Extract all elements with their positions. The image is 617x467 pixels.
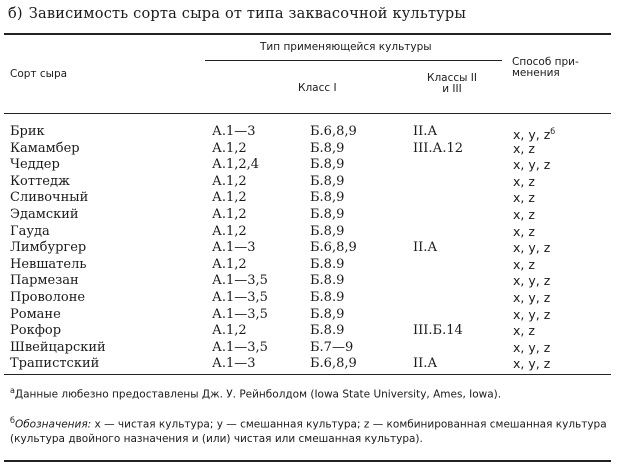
header-class23-line1: Классы II <box>427 72 477 84</box>
header-method-line1: Способ при- <box>512 56 579 68</box>
footnote-b-mark: б <box>10 416 15 425</box>
cheese-name-cell: Брик <box>10 124 45 139</box>
class1-a-cell: А.1,2 <box>212 190 247 206</box>
table-row <box>0 190 617 207</box>
class23-cell: II.А <box>413 124 438 139</box>
method-cell: x, y, z <box>513 273 551 289</box>
table-row <box>0 307 617 324</box>
table-row <box>0 273 617 290</box>
cheese-name-cell: Романе <box>10 306 61 322</box>
footnote-b-text: x — чистая культура; y — смешанная культура; z — комбинированная смешанная культура (культура двойного назначения и (или) чистая или смешанная культура). <box>10 418 607 445</box>
class1-b-cell: Б.8,9 <box>310 190 345 206</box>
class1-a-cell: А.1,2 <box>212 223 247 239</box>
class1-a-cell: А.1—3 <box>212 356 256 372</box>
method-cell: x, z <box>513 173 535 189</box>
class1-a-cell: А.1—3,5 <box>212 290 268 305</box>
top-rule <box>4 33 611 35</box>
class23-cell: II.А <box>413 356 438 372</box>
class1-a-cell: А.1,2 <box>212 256 247 272</box>
class1-a-cell: А.1—3 <box>212 124 256 139</box>
cheese-name-cell: Гауда <box>10 223 50 239</box>
table-title-text: Зависимость сорта сыра от типа заквасочной культуры <box>28 6 467 22</box>
table-bottom-rule <box>4 374 611 375</box>
header-cheese-sort: Сорт сыра <box>10 68 68 80</box>
cheese-name-cell: Эдамский <box>10 207 79 222</box>
method-cell: x, y, z <box>513 240 551 256</box>
class1-b-cell: Б.8.9 <box>310 290 345 305</box>
table-row <box>0 224 617 241</box>
cheese-name-cell: Чеддер <box>10 157 60 173</box>
class1-b-cell: Б.6,8,9 <box>310 124 357 139</box>
class1-b-cell: Б.8,9 <box>310 306 345 322</box>
header-method-line2: менения <box>512 67 560 79</box>
method-cell: x, y, z <box>513 356 551 372</box>
class1-b-cell: Б.8,9 <box>310 223 345 239</box>
method-cell: x, z <box>513 207 535 222</box>
class1-b-cell: Б.8.9 <box>310 256 345 272</box>
cheese-name-cell: Проволоне <box>10 290 86 305</box>
method-footnote-mark: б <box>550 127 556 136</box>
cheese-name-cell: Невшатель <box>10 256 87 272</box>
footnote-a-text: Данные любезно предоставлены Дж. У. Рейнболдом (Iowa State University, Ames, Iowa). <box>14 388 502 401</box>
header-method <box>512 56 579 79</box>
table-letter: б) <box>8 6 23 22</box>
table-row <box>0 257 617 274</box>
cheese-name-cell: Рокфор <box>10 323 62 339</box>
header-bottom-rule <box>4 113 611 114</box>
class1-b-cell: Б.8,9 <box>310 157 345 173</box>
header-class1: Класс I <box>298 82 337 94</box>
table-row <box>0 340 617 357</box>
class1-a-cell: А.1—3,5 <box>212 273 268 289</box>
footnote-b <box>10 414 610 446</box>
bottom-rule <box>4 460 611 462</box>
class1-b-cell: Б.8.9 <box>310 323 345 339</box>
class23-cell: III.А.12 <box>413 140 464 156</box>
header-group-underline <box>205 60 502 61</box>
cheese-name-cell: Коттедж <box>10 173 70 189</box>
method-cell: x, y, z <box>513 290 551 305</box>
method-cell: x, z <box>513 190 535 206</box>
method-cell: x, z <box>513 140 535 156</box>
method-cell: x, y, z <box>513 127 551 143</box>
class1-a-cell: А.1,2 <box>212 140 247 156</box>
class1-b-cell: Б.7—9 <box>310 339 354 355</box>
class1-a-cell: А.1,2,4 <box>212 157 260 173</box>
header-class23 <box>404 72 500 95</box>
footnote-a-mark: а <box>10 386 15 395</box>
method-cell: x, y, z <box>513 339 551 355</box>
cheese-name-cell: Швейцарский <box>10 339 106 355</box>
header-group: Тип применяющейся культуры <box>260 41 432 53</box>
table-title <box>8 6 466 22</box>
method-cell: x, z <box>513 256 535 272</box>
table-row <box>0 323 617 340</box>
class1-b-cell: Б.6,8,9 <box>310 356 357 372</box>
class1-b-cell: Б.8,9 <box>310 207 345 222</box>
table-row <box>0 174 617 191</box>
class1-a-cell: А.1,2 <box>212 173 247 189</box>
class1-b-cell: Б.8,9 <box>310 173 345 189</box>
cheese-name-cell: Сливочный <box>10 190 89 206</box>
table-row <box>0 290 617 307</box>
class1-b-cell: Б.8,9 <box>310 140 345 156</box>
table-row <box>0 207 617 224</box>
class1-b-cell: Б.6,8,9 <box>310 240 357 256</box>
footnote-a <box>10 384 610 402</box>
class23-cell: III.Б.14 <box>413 323 463 339</box>
method-cell: x, z <box>513 323 535 339</box>
class23-cell: II.А <box>413 240 438 256</box>
class1-a-cell: А.1—3 <box>212 240 256 256</box>
footnote-b-label: Обозначения: <box>14 418 92 431</box>
class1-b-cell: Б.8.9 <box>310 273 345 289</box>
cheese-name-cell: Лимбургер <box>10 240 87 256</box>
class1-a-cell: А.1,2 <box>212 323 247 339</box>
method-cell: x, y, z <box>513 157 551 173</box>
cheese-name-cell: Пармезан <box>10 273 79 289</box>
table-row <box>0 240 617 257</box>
class1-a-cell: А.1,2 <box>212 207 247 222</box>
table-row <box>0 141 617 158</box>
table-row <box>0 356 617 373</box>
table-row <box>0 124 617 141</box>
header-class23-line2: и III <box>442 83 462 95</box>
class1-a-cell: А.1—3,5 <box>212 339 268 355</box>
method-cell: x, y, z <box>513 306 551 322</box>
class1-a-cell: А.1—3,5 <box>212 306 268 322</box>
cheese-name-cell: Трапистский <box>10 356 100 372</box>
table-row <box>0 157 617 174</box>
method-cell: x, z <box>513 223 535 239</box>
cheese-name-cell: Камамбер <box>10 140 80 156</box>
